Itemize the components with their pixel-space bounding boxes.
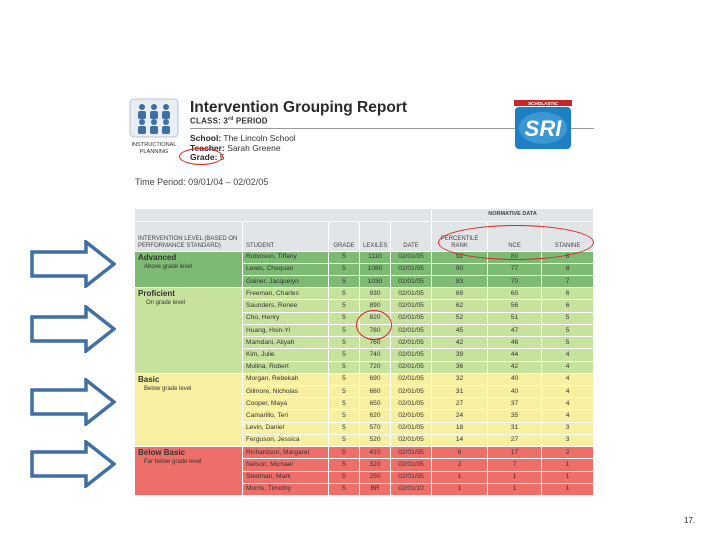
- student-name: Gilmore, Nicholas: [243, 386, 329, 398]
- lexile-cell: 780: [360, 324, 391, 336]
- nce-cell: 40: [488, 386, 542, 398]
- lexile-cell: 760: [360, 337, 391, 349]
- nce-cell: 80: [488, 251, 542, 263]
- nce-cell: 27: [488, 434, 542, 446]
- student-name: Camarillo, Teri: [243, 410, 329, 422]
- percentile-cell: 52: [432, 312, 488, 324]
- level-description: Below grade level: [144, 385, 192, 392]
- student-name: Nelson, Michael: [243, 459, 329, 471]
- nce-cell: 77: [488, 263, 542, 275]
- grade-line: Grade: 5: [190, 152, 225, 162]
- col-stanine: STANINE: [542, 221, 594, 251]
- nce-cell: 44: [488, 349, 542, 361]
- percentile-cell: 1: [432, 471, 488, 483]
- date-cell: 02/01/05: [391, 312, 432, 324]
- grade-cell: 5: [329, 386, 360, 398]
- time-period: Time Period: 09/01/04 – 02/02/05: [135, 177, 269, 187]
- date-cell: 02/01/05: [391, 276, 432, 288]
- lexile-cell: 820: [360, 312, 391, 324]
- nce-cell: 35: [488, 410, 542, 422]
- percentile-cell: 31: [432, 386, 488, 398]
- stanine-cell: 1: [542, 459, 594, 471]
- stanine-cell: 5: [542, 324, 594, 336]
- date-cell: 02/01/05: [391, 410, 432, 422]
- stanine-cell: 7: [542, 276, 594, 288]
- table-body: [135, 251, 594, 495]
- grade-highlight-oval: [179, 148, 223, 165]
- instructional-planning-logo: [128, 97, 180, 167]
- percentile-cell: 32: [432, 373, 488, 385]
- date-cell: 02/01/05: [391, 434, 432, 446]
- lexile-cell: 520: [360, 434, 391, 446]
- page-number: 17.: [684, 516, 696, 525]
- student-name: Robinson, Tiffany: [243, 251, 329, 263]
- date-cell: 02/01/05: [391, 324, 432, 336]
- level-cell: [135, 251, 243, 288]
- class-line: CLASS: 3rd PERIOD: [190, 116, 268, 126]
- date-cell: 02/01/05: [391, 447, 432, 459]
- lexile-cell: 690: [360, 373, 391, 385]
- student-name: Richardson, Margaret: [243, 447, 329, 459]
- lexile-cell: 650: [360, 398, 391, 410]
- level-name: Advanced: [138, 252, 177, 262]
- logo-sri-text: SRI: [524, 116, 562, 141]
- stanine-cell: 4: [542, 349, 594, 361]
- date-cell: 02/01/05: [391, 459, 432, 471]
- report-title: Intervention Grouping Report: [190, 99, 407, 116]
- level-name: Below Basic: [138, 448, 186, 458]
- lexile-cell: 720: [360, 361, 391, 373]
- normative-data-header: NORMATIVE DATA: [432, 209, 594, 222]
- date-cell: 02/01/05: [391, 386, 432, 398]
- nce-cell: 42: [488, 361, 542, 373]
- grade-cell: 5: [329, 276, 360, 288]
- percentile-cell: 18: [432, 422, 488, 434]
- nce-cell: 51: [488, 312, 542, 324]
- stanine-cell: 4: [542, 410, 594, 422]
- percentile-cell: 14: [432, 434, 488, 446]
- level-description: Above grade level: [144, 263, 193, 270]
- stanine-cell: 8: [542, 263, 594, 275]
- date-cell: 02/01/05: [391, 361, 432, 373]
- percentile-cell: 36: [432, 361, 488, 373]
- percentile-cell: 27: [432, 398, 488, 410]
- lexile-cell: 680: [360, 386, 391, 398]
- date-cell: 02/01/05: [391, 471, 432, 483]
- stanine-cell: 1: [542, 483, 594, 495]
- grade-cell: 5: [329, 434, 360, 446]
- nce-cell: 31: [488, 422, 542, 434]
- lexile-cell: 250: [360, 471, 391, 483]
- grade-cell: 5: [329, 373, 360, 385]
- grade-cell: 5: [329, 263, 360, 275]
- student-name: Kim, Julie: [243, 349, 329, 361]
- date-cell: 02/01/05: [391, 288, 432, 300]
- stanine-cell: 4: [542, 398, 594, 410]
- grade-cell: 5: [329, 398, 360, 410]
- percentile-cell: 6: [432, 447, 488, 459]
- col-nce: NCE: [488, 221, 542, 251]
- stanine-cell: 5: [542, 337, 594, 349]
- date-cell: 02/01/10: [391, 483, 432, 495]
- table-row: [135, 373, 594, 385]
- percentile-cell: 1: [432, 483, 488, 495]
- stanine-cell: 6: [542, 288, 594, 300]
- date-cell: 02/01/05: [391, 263, 432, 275]
- date-cell: 02/01/05: [391, 337, 432, 349]
- stanine-cell: 2: [542, 447, 594, 459]
- grade-cell: 5: [329, 349, 360, 361]
- student-name: Mamdani, Aliyah: [243, 337, 329, 349]
- date-cell: 02/01/05: [391, 349, 432, 361]
- col-date: DATE: [391, 221, 432, 251]
- lexile-cell: 570: [360, 422, 391, 434]
- lexile-cell: BR: [360, 483, 391, 495]
- col-grade: GRADE: [329, 221, 360, 251]
- lexile-cell: 1080: [360, 263, 391, 275]
- level-cell: [135, 447, 243, 496]
- normative-highlight-oval: [438, 225, 594, 260]
- date-cell: 02/01/05: [391, 373, 432, 385]
- lexile-cell: 930: [360, 288, 391, 300]
- col-percentile: PERCENTILE RANK: [432, 221, 488, 251]
- grade-cell: 5: [329, 459, 360, 471]
- header-blank: [135, 209, 432, 222]
- grade-cell: 5: [329, 312, 360, 324]
- percentile-cell: 83: [432, 276, 488, 288]
- nce-cell: 17: [488, 447, 542, 459]
- teacher-line: Teacher: Sarah Greene: [190, 143, 281, 153]
- nce-cell: 40: [488, 373, 542, 385]
- grade-cell: 5: [329, 337, 360, 349]
- student-name: Cho, Henry: [243, 312, 329, 324]
- student-name: Levin, Daniel: [243, 422, 329, 434]
- student-name: Stedman, Mark: [243, 471, 329, 483]
- arrow-right-icon: [30, 305, 116, 353]
- percentile-cell: 92: [432, 251, 488, 263]
- nce-cell: 47: [488, 324, 542, 336]
- student-name: Ferguson, Jessica: [243, 434, 329, 446]
- student-name: Saunders, Renee: [243, 300, 329, 312]
- date-cell: 02/01/05: [391, 422, 432, 434]
- grade-cell: 5: [329, 300, 360, 312]
- level-cell: [135, 373, 243, 446]
- lexile-cell: 1110: [360, 251, 391, 263]
- grade-cell: 5: [329, 410, 360, 422]
- col-lexiles: LEXILES: [360, 221, 391, 251]
- student-name: Morgan, Rebekah: [243, 373, 329, 385]
- stanine-cell: 8: [542, 251, 594, 263]
- level-description: On grade level: [146, 300, 186, 307]
- lexile-cell: 890: [360, 300, 391, 312]
- student-name: Molina, Robert: [243, 361, 329, 373]
- grade-cell: 5: [329, 422, 360, 434]
- nce-cell: 60: [488, 288, 542, 300]
- arrow-right-icon: [30, 240, 116, 288]
- stanine-cell: 1: [542, 471, 594, 483]
- student-name: Freeman, Charles: [243, 288, 329, 300]
- nce-cell: 1: [488, 483, 542, 495]
- level-cell: [135, 288, 243, 374]
- lexile-cell: 410: [360, 447, 391, 459]
- percentile-cell: 24: [432, 410, 488, 422]
- stanine-cell: 6: [542, 300, 594, 312]
- grade-cell: 5: [329, 361, 360, 373]
- student-name: Cooper, Maya: [243, 398, 329, 410]
- date-cell: 02/01/05: [391, 300, 432, 312]
- table-row: [135, 288, 594, 300]
- percentile-cell: 90: [432, 263, 488, 275]
- grade-cell: 5: [329, 324, 360, 336]
- nce-cell: 1: [488, 471, 542, 483]
- col-student: STUDENT: [243, 221, 329, 251]
- logo-left-line1: INSTRUCTIONAL: [131, 142, 177, 148]
- grade-cell: 5: [329, 447, 360, 459]
- student-name: Morris, Timothy: [243, 483, 329, 495]
- stanine-cell: 4: [542, 386, 594, 398]
- lexile-cell: 320: [360, 459, 391, 471]
- lexile-highlight-oval: [356, 310, 392, 340]
- percentile-cell: 39: [432, 349, 488, 361]
- table-row: [135, 447, 594, 459]
- school-line: School: The Lincoln School: [190, 133, 296, 143]
- lexile-cell: 620: [360, 410, 391, 422]
- student-name: Gainer, Jacquelyn: [243, 276, 329, 288]
- logo-left-line2: PLANNING: [139, 149, 169, 155]
- arrow-right-icon: [30, 440, 116, 488]
- grade-cell: 5: [329, 251, 360, 263]
- grade-cell: 5: [329, 288, 360, 300]
- nce-cell: 37: [488, 398, 542, 410]
- level-name: Basic: [138, 374, 160, 384]
- sri-logo: [514, 100, 572, 150]
- date-cell: 02/01/05: [391, 251, 432, 263]
- percentile-cell: 45: [432, 324, 488, 336]
- col-level: INTERVENTION LEVEL (BASED ON PERFORMANCE STANDARD): [135, 221, 243, 251]
- lexile-cell: 1030: [360, 276, 391, 288]
- percentile-cell: 2: [432, 459, 488, 471]
- percentile-cell: 42: [432, 337, 488, 349]
- stanine-cell: 3: [542, 434, 594, 446]
- nce-cell: 56: [488, 300, 542, 312]
- percentile-cell: 69: [432, 288, 488, 300]
- arrow-right-icon: [30, 378, 116, 426]
- percentile-cell: 62: [432, 300, 488, 312]
- stanine-cell: 4: [542, 361, 594, 373]
- student-name: Lewis, Chequan: [243, 263, 329, 275]
- stanine-cell: 3: [542, 422, 594, 434]
- nce-cell: 46: [488, 337, 542, 349]
- level-name: Proficient: [138, 289, 175, 299]
- stanine-cell: 5: [542, 312, 594, 324]
- stanine-cell: 4: [542, 373, 594, 385]
- level-description: Far below grade level: [144, 459, 202, 466]
- student-name: Huang, Hsin-Yi: [243, 324, 329, 336]
- nce-cell: 70: [488, 276, 542, 288]
- grade-cell: 5: [329, 471, 360, 483]
- nce-cell: 7: [488, 459, 542, 471]
- logo-brand: SCHOLASTIC: [528, 101, 558, 106]
- grade-cell: 5: [329, 483, 360, 495]
- lexile-cell: 740: [360, 349, 391, 361]
- date-cell: 02/01/05: [391, 398, 432, 410]
